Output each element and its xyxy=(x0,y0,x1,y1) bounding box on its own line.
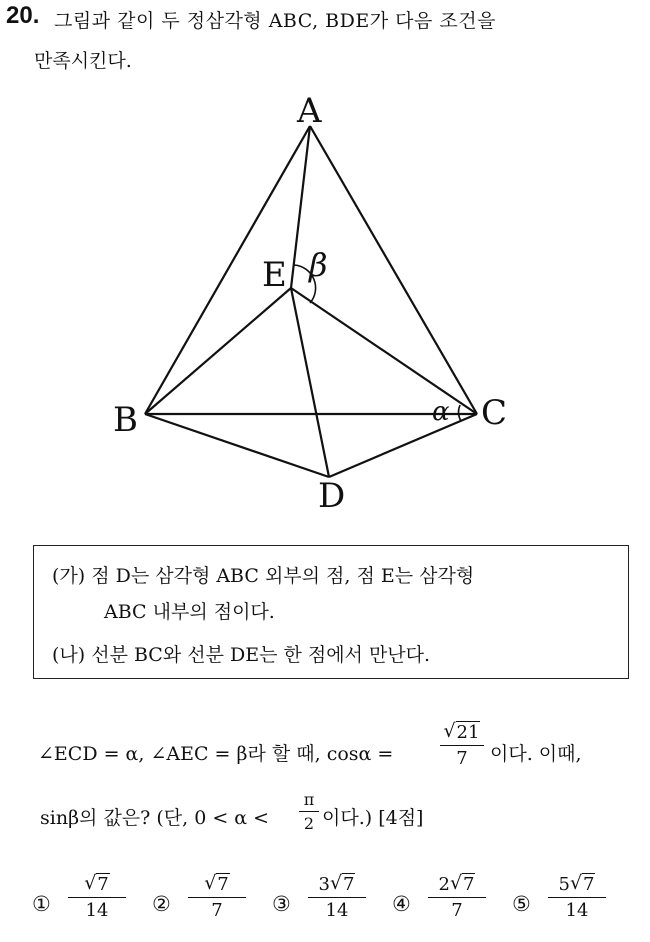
choice-4-button[interactable]: ④ xyxy=(392,892,411,916)
choice-1-value: √ 7 14 xyxy=(68,874,126,921)
label-c: C xyxy=(481,393,508,433)
choice-4-value: 2 √ 7 7 xyxy=(428,874,486,921)
sqrt-21: √ 21 xyxy=(443,720,480,743)
cos-alpha-denominator: 7 xyxy=(456,748,468,770)
condition-ga-line1: (가) 점 D는 삼각형 ABC 외부의 점, 점 E는 삼각형 xyxy=(52,565,475,587)
condition-na: (나) 선분 BC와 선분 DE는 한 점에서 만난다. xyxy=(52,644,431,666)
segment-ed xyxy=(291,288,329,477)
choice-2-button[interactable]: ② xyxy=(152,892,171,916)
given-text: ∠ECD = α, ∠AEC = β라 할 때, cosα = xyxy=(38,743,394,765)
choice-5-button[interactable]: ⑤ xyxy=(512,892,531,916)
label-b: B xyxy=(113,400,138,440)
question-number: 20. xyxy=(6,2,40,29)
choice-3-value: 3 √ 7 14 xyxy=(308,874,366,921)
pi-over-2-fraction: π 2 xyxy=(299,790,319,833)
question-stem-line2: 만족시킨다. xyxy=(34,50,132,72)
question-stem-line1: 그림과 같이 두 정삼각형 ABC, BDE가 다음 조건을 xyxy=(54,10,496,32)
question-text: sinβ의 값은? (단, 0 < α < xyxy=(40,807,270,829)
segment-bd xyxy=(145,414,329,477)
segment-ec xyxy=(291,288,477,414)
condition-ga-line2: ABC 내부의 점이다. xyxy=(104,601,275,623)
segment-ae xyxy=(291,126,310,288)
choice-1-button[interactable]: ① xyxy=(32,892,51,916)
label-e: E xyxy=(262,255,287,295)
choice-5-value: 5 √ 7 14 xyxy=(548,874,606,921)
segment-cd xyxy=(329,414,477,477)
label-a: A xyxy=(297,91,322,131)
angle-beta-label: β xyxy=(309,246,328,284)
choice-2-value: √ 7 7 xyxy=(188,874,246,921)
label-d: D xyxy=(318,476,346,516)
angle-alpha-label: α xyxy=(432,397,450,427)
choice-3-button[interactable]: ③ xyxy=(272,892,291,916)
question-text-end: 이다.) [4점] xyxy=(322,807,424,829)
segment-be xyxy=(145,288,291,414)
cos-alpha-fraction xyxy=(440,722,484,769)
given-text-end: 이다. 이때, xyxy=(490,743,582,765)
segment-ac xyxy=(310,126,477,414)
